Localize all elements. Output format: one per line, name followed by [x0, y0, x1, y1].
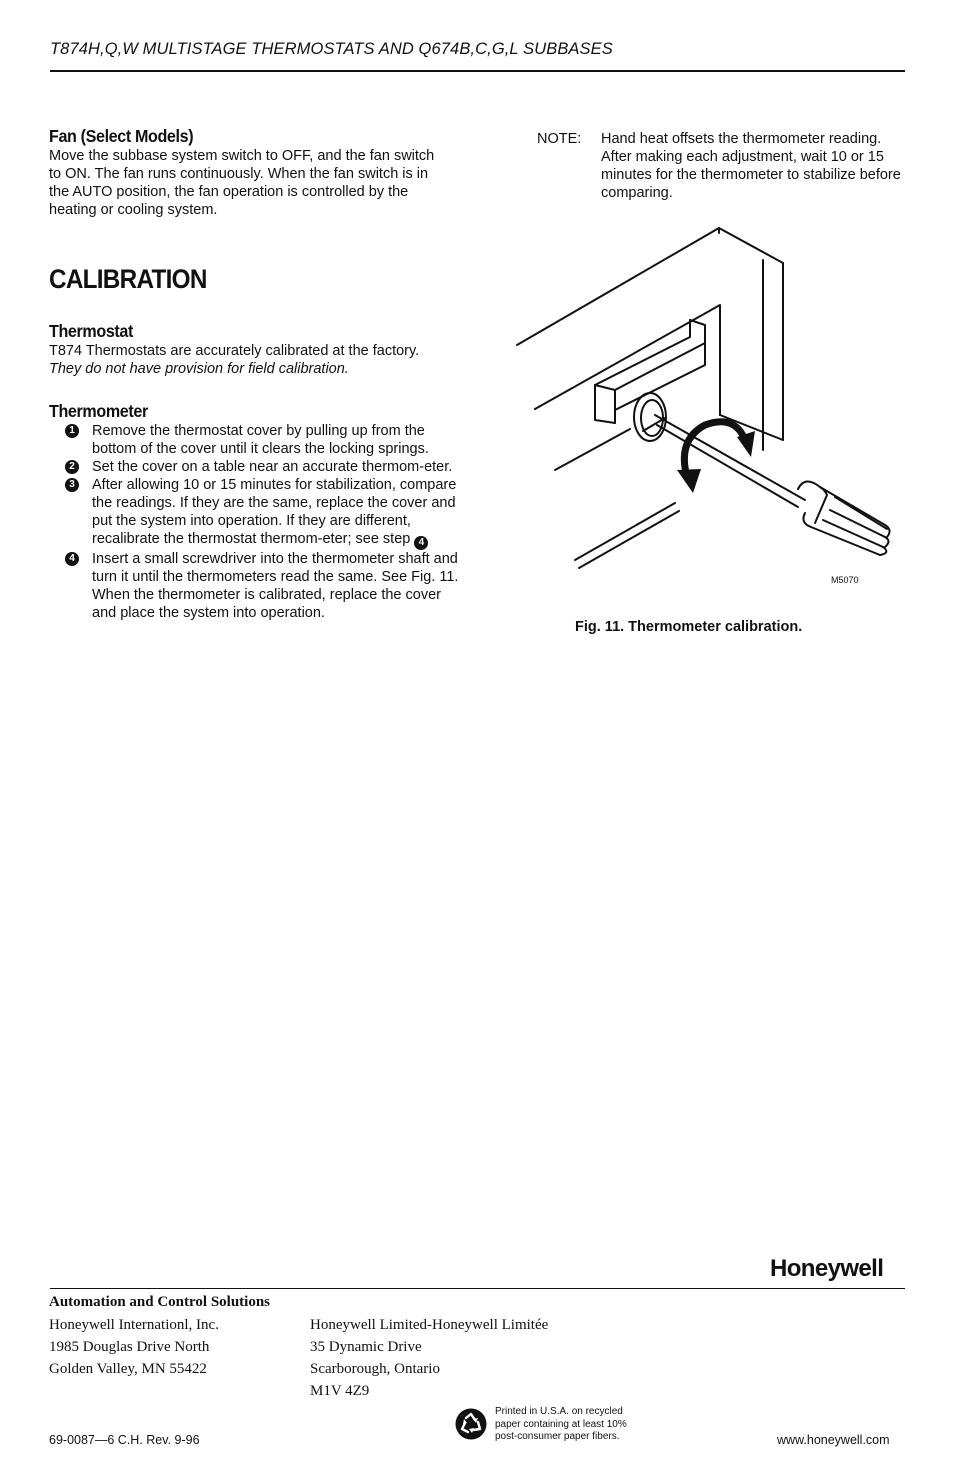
printed-line: Printed in U.S.A. on recycled — [495, 1406, 623, 1417]
thermometer-steps — [49, 422, 469, 622]
screwdriver-handle — [798, 481, 885, 555]
step-text: After allowing 10 or 15 minutes for stabilization, compare the readings. If they are the same, replace the cover and put the system into operation. If they are different, recalibrate the thermostat thermom-eter; see step — [92, 477, 457, 547]
figure-caption: Fig. 11. Thermometer calibration. — [575, 619, 803, 635]
address-line: Honeywell Internationl, Inc. — [49, 1317, 219, 1333]
header-rule — [50, 70, 905, 72]
thermostat-body-italic: They do not have provision for field calibration. — [49, 361, 349, 377]
address-line: Honeywell Limited-Honeywell Limitée — [310, 1317, 549, 1333]
footer-rule — [50, 1288, 905, 1289]
step-number-badge: 4 — [65, 552, 79, 566]
address-line: Golden Valley, MN 55422 — [49, 1361, 207, 1377]
document-number: 69-0087—6 C.H. Rev. 9-96 — [49, 1433, 200, 1447]
note-label: NOTE: — [537, 131, 582, 147]
step-item — [49, 422, 469, 458]
thermometer-calibration-illustration — [515, 225, 895, 595]
thermometer-heading: Thermometer — [49, 401, 148, 421]
website-url: www.honeywell.com — [777, 1433, 890, 1447]
honeywell-logo: Honeywell — [770, 1255, 884, 1282]
step-number-badge: 1 — [65, 424, 79, 438]
step-item — [49, 458, 469, 476]
printed-line: paper containing at least 10% — [495, 1418, 627, 1430]
thermostat-heading: Thermostat — [49, 321, 133, 341]
cover-outline — [517, 228, 783, 345]
step-item — [49, 550, 469, 622]
cover-bottom-edge — [575, 503, 675, 560]
printed-line: post-consumer paper fibers. — [495, 1431, 620, 1442]
company-name: Automation and Control Solutions — [49, 1294, 271, 1310]
canada-address — [310, 1314, 548, 1402]
note-text: Hand heat offsets the thermometer reading. After making each adjustment, wait 10 or 15 minutes for the thermometer to stabilize before comparing. — [601, 131, 901, 201]
step-item — [49, 476, 469, 550]
fan-heading: Fan (Select Models) — [49, 126, 194, 146]
left-column — [49, 126, 469, 622]
note-block — [537, 130, 907, 202]
recycled-paper-note — [495, 1406, 627, 1444]
step-reference-badge: 4 — [414, 536, 428, 550]
step-text: Set the cover on a table near an accurate thermom-eter. — [92, 459, 453, 475]
us-address — [49, 1314, 219, 1380]
step-text: Insert a small screwdriver into the thermometer shaft and turn it until the thermometers read the same. See Fig. 11. When the thermometer is calibrated, replace the cover and place the system into operation. — [92, 551, 459, 621]
figure-code: M5070 — [831, 575, 859, 585]
step-number-badge: 3 — [65, 478, 79, 492]
address-line: 1985 Douglas Drive North — [49, 1339, 210, 1355]
thermostat-body — [49, 342, 469, 378]
calibration-heading: CALIBRATION — [49, 264, 207, 294]
step-number-badge: 2 — [65, 460, 79, 474]
fan-body: Move the subbase system switch to OFF, and the fan switch to ON. The fan runs continuously. When the fan switch is in the AUTO position, the fan operation is controlled by the heating or cooling system. — [49, 148, 435, 218]
address-line: M1V 4Z9 — [310, 1383, 370, 1399]
address-line: Scarborough, Ontario — [310, 1361, 440, 1377]
running-header: T874H,Q,W MULTISTAGE THERMOSTATS AND Q674B,C,G,L SUBBASES — [50, 40, 613, 58]
step-text: Remove the thermostat cover by pulling up from the bottom of the cover until it clears the locking springs. — [92, 423, 429, 457]
address-line: 35 Dynamic Drive — [310, 1339, 422, 1355]
thermostat-body-text: T874 Thermostats are accurately calibrated at the factory. — [49, 343, 420, 359]
recycle-icon — [455, 1408, 487, 1440]
